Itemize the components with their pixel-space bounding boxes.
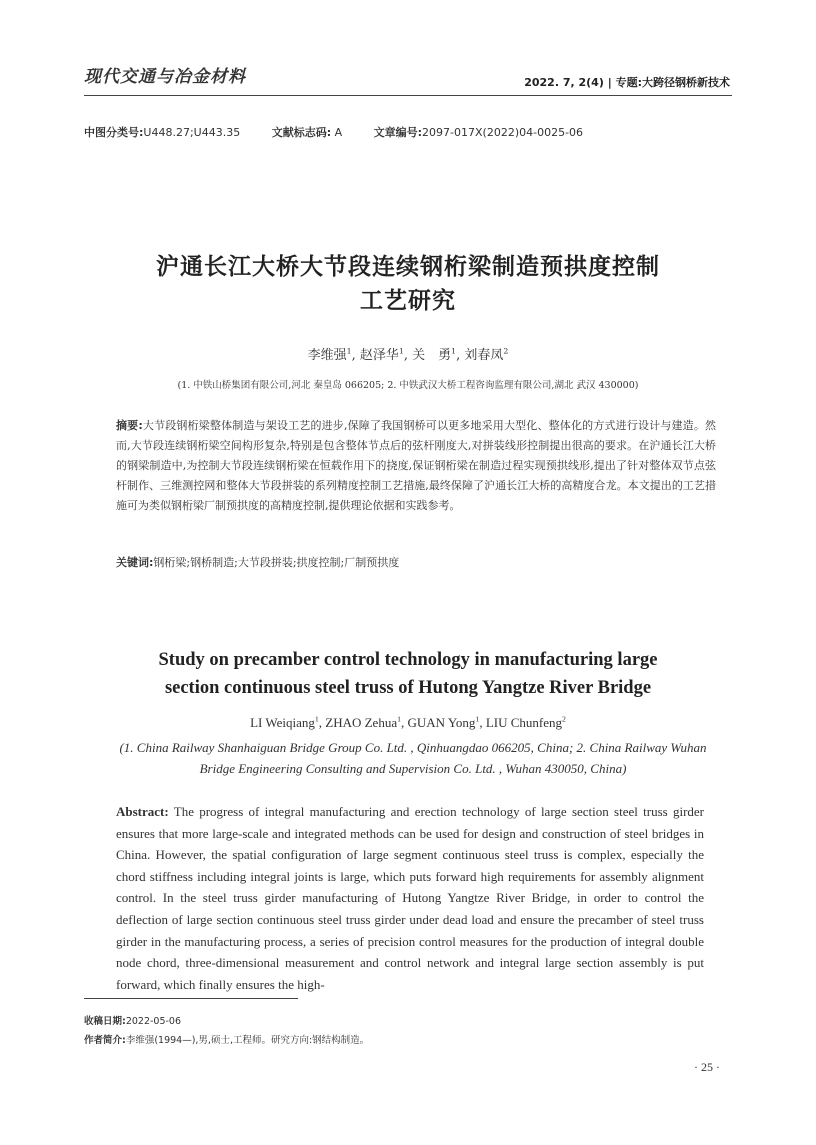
en-abstract-label: Abstract: [116,804,169,819]
author-aff: 1 [398,346,404,356]
cn-title-line1: 沪通长江大桥大节段连续钢桁梁制造预拱度控制 [156,254,660,280]
received-label: 收稿日期: [84,1016,126,1027]
cn-authors [0,344,816,363]
author-aff: 1 [314,714,319,724]
author-name: 关 勇 [412,348,452,363]
cn-abstract-text: 大节段钢桁梁整体制造与架设工艺的进步,保障了我国钢桥可以更多地采用大型化、整体化的方式进行设计与建造。然而,大节段连续钢桁梁空间构形复杂,特别是包含整体节点后的弦杆刚度大,对拼装线形控制提出很高的要求。在沪通长江大桥的钢梁制造中,为控制大节段连续钢桁梁在恒载作用下的挠度,保证钢桁梁在制造过程实现预拱线形,提出了针对整体双节点弦杆制作、三维测控网和整体大节段拼装的系列精度控制工艺措施,最终保障了沪通长江大桥的高精度合龙。本文提出的工艺措施可为类似钢桁梁厂制预拱度的高精度控制,提供理论依据和实践参考。 [116,419,716,512]
en-abstract-text: The progress of integral manufacturing and erection technology of large section steel truss girder ensures that more large-scale and integrated methods can be used for design and construction of steel bridges in China. However, the spatial configuration of large segment continuous steel truss is complex, especially the chord stiffness including integral joints is large, which puts forward high requirements for assembly alignment control. In the steel truss girder manufacturing of Hutong Yangtze River Bridge, in order to control the deflection of large section continuous steel truss girder under dead load and ensure the precamber of steel truss girder in the manufacturing process, a series of precision control measures for the production of integral double node chord, three-dimensional measurement and control network and integral large section assembly is put forward, which finally ensures the high- [116,804,704,992]
cn-affiliations: (1. 中铁山桥集团有限公司,河北 秦皇岛 066205; 2. 中铁武汉大桥工程咨询监理有限公司,湖北 武汉 430000) [177,380,639,391]
author-name: GUAN Yong [407,715,476,730]
author-name: ZHAO Zehua [325,715,398,730]
en-title-line1: Study on precamber control technology in manufacturing large [158,650,658,670]
en-title [60,646,756,702]
en-title-line2: section continuous steel truss of Hutong Yangtze River Bridge [164,678,652,698]
clc-label: 中图分类号: [84,126,144,139]
clc-value: U448.27;U443.35 [143,126,241,139]
author-separator: , [351,348,360,363]
author-name: 李维强 [307,348,347,363]
author-name: 刘春凤 [464,348,504,363]
en-abstract [116,801,704,995]
cn-title-line2: 工艺研究 [360,288,456,314]
cn-title [60,250,756,318]
author-aff: 1 [451,346,457,356]
footnote-received [84,1013,181,1027]
author-name: 赵泽华 [359,348,399,363]
article-no-label: 文章编号: [373,126,423,139]
article-meta [84,124,611,140]
doc-code-label: 文献标志码: [271,126,332,139]
author-separator: , [401,715,408,730]
author-separator: , [479,715,486,730]
bio-label: 作者简介: [84,1035,126,1046]
bio-value: 李维强(1994—),男,硕士,工程师。研究方向:钢结构制造。 [125,1035,370,1046]
author-aff: 2 [503,346,509,356]
en-authors [0,715,816,731]
cn-keywords-text: 钢桁梁;钢桥制造;大节段拼装;拱度控制;厂制预拱度 [153,556,400,569]
footnote-author-bio [84,1032,369,1046]
column-name: 专题:大跨径钢桥新技术 [615,76,730,89]
header-separator: | [607,76,612,89]
author-aff: 1 [397,714,401,724]
en-affiliations: (1. China Railway Shanhaiguan Bridge Group Co. Ltd. , Qinhuangdao 066205, China; 2. China Railway Wuhan Bridge Engineering Consulting and Supervision Co. Ltd. , Wuhan 430050, China) [119,740,707,776]
page-number: · 25 · [694,1060,720,1074]
cn-abstract-label: 摘要: [116,419,143,432]
author-separator: , [403,348,413,363]
cn-keywords-label: 关键词: [116,556,154,569]
journal-logo: 现代交通与冶金材料 [84,67,246,87]
received-value: 2022-05-06 [125,1016,182,1027]
cn-keywords [116,554,716,570]
article-no-value: 2097-017X(2022)04-0025-06 [422,126,584,139]
cn-abstract [116,416,716,516]
doc-code-value: A [334,126,343,139]
author-aff: 1 [346,346,352,356]
author-aff: 1 [475,714,480,724]
author-name: LIU Chunfeng [485,715,563,730]
footnote-rule [84,998,298,999]
author-aff: 2 [562,714,566,724]
issue-info: 2022. 7, 2(4) [524,76,604,89]
header-issue-info [524,74,730,90]
author-separator: , [318,715,326,730]
author-separator: , [456,348,465,363]
header-rule [84,95,732,96]
author-name: LI Weiqiang [250,715,315,730]
